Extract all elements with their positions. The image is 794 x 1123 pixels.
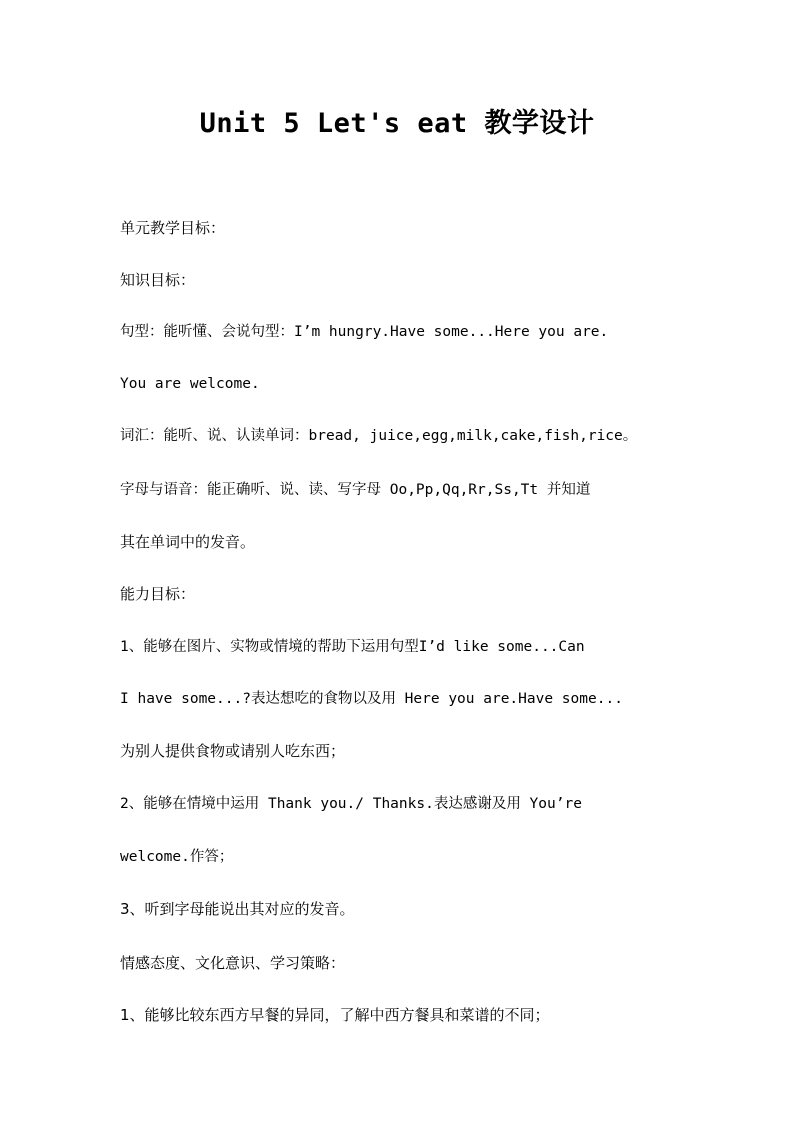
text-line-affective-1: 1、能够比较东西方早餐的异同，了解中西方餐具和菜谱的不同； bbox=[120, 1006, 550, 1024]
text-line-unit-goals: 单元教学目标： bbox=[120, 219, 226, 237]
document-title: Unit 5 Let's eat 教学设计 bbox=[199, 108, 595, 139]
text-line-sentence-patterns-cont: You are welcome. bbox=[120, 376, 260, 392]
text-line-ability-2-cont: welcome.作答； bbox=[120, 849, 234, 865]
text-line-ability-1-end: 为别人提供食物或请别人吃东西； bbox=[120, 742, 346, 760]
text-line-affective-goals: 情感态度、文化意识、学习策略： bbox=[120, 954, 346, 972]
text-line-letters-phonics: 字母与语音：能正确听、说、读、写字母 Oo,Pp,Qq,Rr,Ss,Tt 并知道 bbox=[120, 482, 591, 498]
text-line-sentence-patterns: 句型：能听懂、会说句型：I’m hungry.Have some...Here you are. bbox=[120, 324, 609, 340]
text-line-letters-phonics-cont: 其在单词中的发音。 bbox=[120, 533, 256, 551]
text-line-vocabulary: 词汇：能听、说、认读单词：bread, juice,egg,milk,cake,fish,rice。 bbox=[120, 428, 638, 444]
text-line-ability-3: 3、听到字母能说出其对应的发音。 bbox=[120, 900, 355, 918]
text-line-ability-2: 2、能够在情境中运用 Thank you./ Thanks.表达感谢及用 You’re bbox=[120, 796, 582, 812]
text-line-ability-goals: 能力目标： bbox=[120, 585, 196, 603]
text-line-knowledge-goals: 知识目标： bbox=[120, 271, 196, 289]
text-line-ability-1-cont: I have some...?表达想吃的食物以及用 Here you are.Have some... bbox=[120, 691, 623, 707]
text-line-ability-1: 1、能够在图片、实物或情境的帮助下运用句型I’d like some...Can bbox=[120, 639, 585, 655]
